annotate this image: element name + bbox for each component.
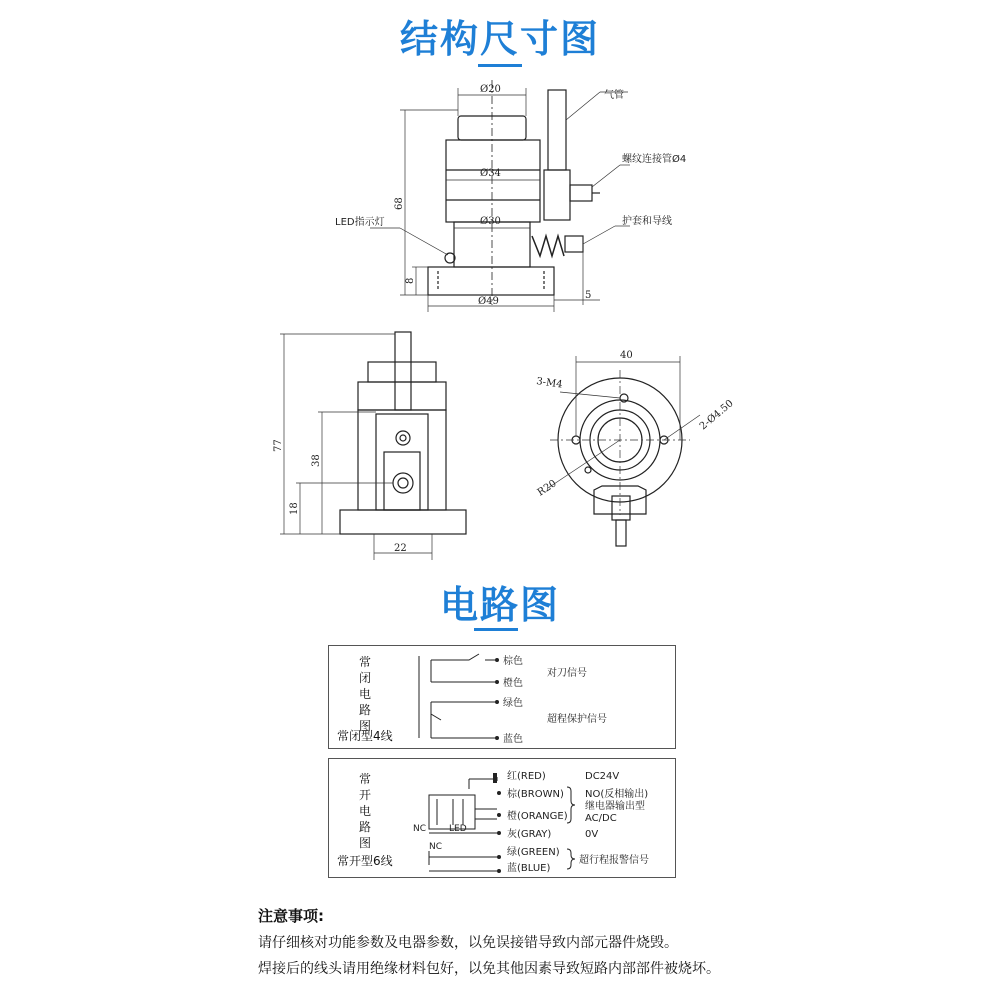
label-air-pipe: 气管 — [604, 90, 624, 101]
base-flange — [428, 267, 554, 295]
dim-h77: 77 — [273, 439, 284, 452]
section-title-structure: 结构尺寸图 — [399, 17, 600, 61]
nc-wire-orange: 橙色 — [503, 678, 523, 689]
no-dc24v: DC24V — [585, 771, 620, 782]
nc-signal-overtravel: 超程保护信号 — [547, 714, 607, 725]
dim-m4: 3-M4 — [535, 376, 564, 391]
nc-signal-tool: 对刀信号 — [547, 668, 587, 679]
dim-w40: 40 — [620, 350, 633, 361]
dim-d34: Ø34 — [480, 168, 501, 179]
notes-line-2: 焊接后的线头请用绝缘材料包好，以免其他因素导致短路内部部件被烧坏。 — [258, 961, 720, 977]
no-wire-green: 绿(GREEN) — [507, 847, 560, 858]
no-relay-output: 继电器输出型 — [585, 801, 645, 812]
dim-r20: R20 — [535, 478, 559, 499]
nc-wire-green: 绿色 — [503, 698, 523, 709]
no-type-label: 常开型6线 — [337, 854, 393, 868]
dim-h38: 38 — [311, 454, 322, 467]
no-nc-label-2: NC — [429, 842, 443, 852]
no-nc-label-1: NC — [413, 824, 427, 834]
no-wire-brown: 棕(BROWN) — [507, 789, 564, 800]
dim-h68: 68 — [394, 197, 405, 210]
no-wire-orange: 橙(ORANGE) — [507, 811, 568, 822]
no-overtravel: 超行程报警信号 — [579, 855, 649, 866]
no-zero-v: 0V — [585, 829, 599, 840]
no-acdc: AC/DC — [585, 813, 617, 824]
side-base — [340, 510, 466, 534]
no-wire-red: 红(RED) — [507, 771, 546, 782]
no-circuit-box — [328, 758, 676, 878]
no-led-label: LED — [449, 824, 467, 834]
label-sheath: 护套和导线 — [622, 216, 672, 227]
section-title-circuit: 电路图 — [439, 583, 560, 627]
side-air-pipe — [395, 332, 411, 410]
no-circuit-svg — [329, 759, 675, 877]
dim-h8: 8 — [405, 277, 416, 284]
notes-section — [258, 905, 720, 984]
nc-side-label: 常 闭 电 路 图 — [359, 655, 372, 733]
label-thread-pipe: 螺纹连接管Ø4 — [622, 154, 687, 165]
nc-wire-brown: 棕色 — [503, 656, 523, 667]
no-wire-gray: 灰(GRAY) — [507, 829, 552, 840]
dim-d20: Ø20 — [480, 84, 501, 95]
dim-w22: 22 — [394, 543, 407, 554]
dim-holes: 2-Ø4.50 — [697, 398, 736, 433]
dim-w5: 5 — [585, 290, 592, 301]
dim-d49: Ø49 — [478, 296, 499, 307]
nc-circuit-box — [328, 645, 676, 749]
notes-title: 注意事项: — [258, 907, 324, 925]
dim-d30: Ø30 — [480, 216, 501, 227]
no-wire-blue: 蓝(BLUE) — [507, 863, 551, 874]
label-led: LED指示灯 — [335, 217, 385, 228]
nc-wire-blue: 蓝色 — [503, 734, 523, 745]
no-no-output: NO(反相输出) — [585, 789, 649, 800]
notes-line-1: 请仔细核对功能参数及电器参数，以免误接错导致内部元器件烧毁。 — [258, 935, 678, 951]
nc-type-label: 常闭型4线 — [337, 729, 393, 743]
title-underline-2 — [474, 628, 518, 631]
dim-h18: 18 — [289, 502, 300, 515]
no-side-label: 常 开 电 路 图 — [359, 772, 372, 850]
nc-circuit-svg — [329, 646, 675, 748]
